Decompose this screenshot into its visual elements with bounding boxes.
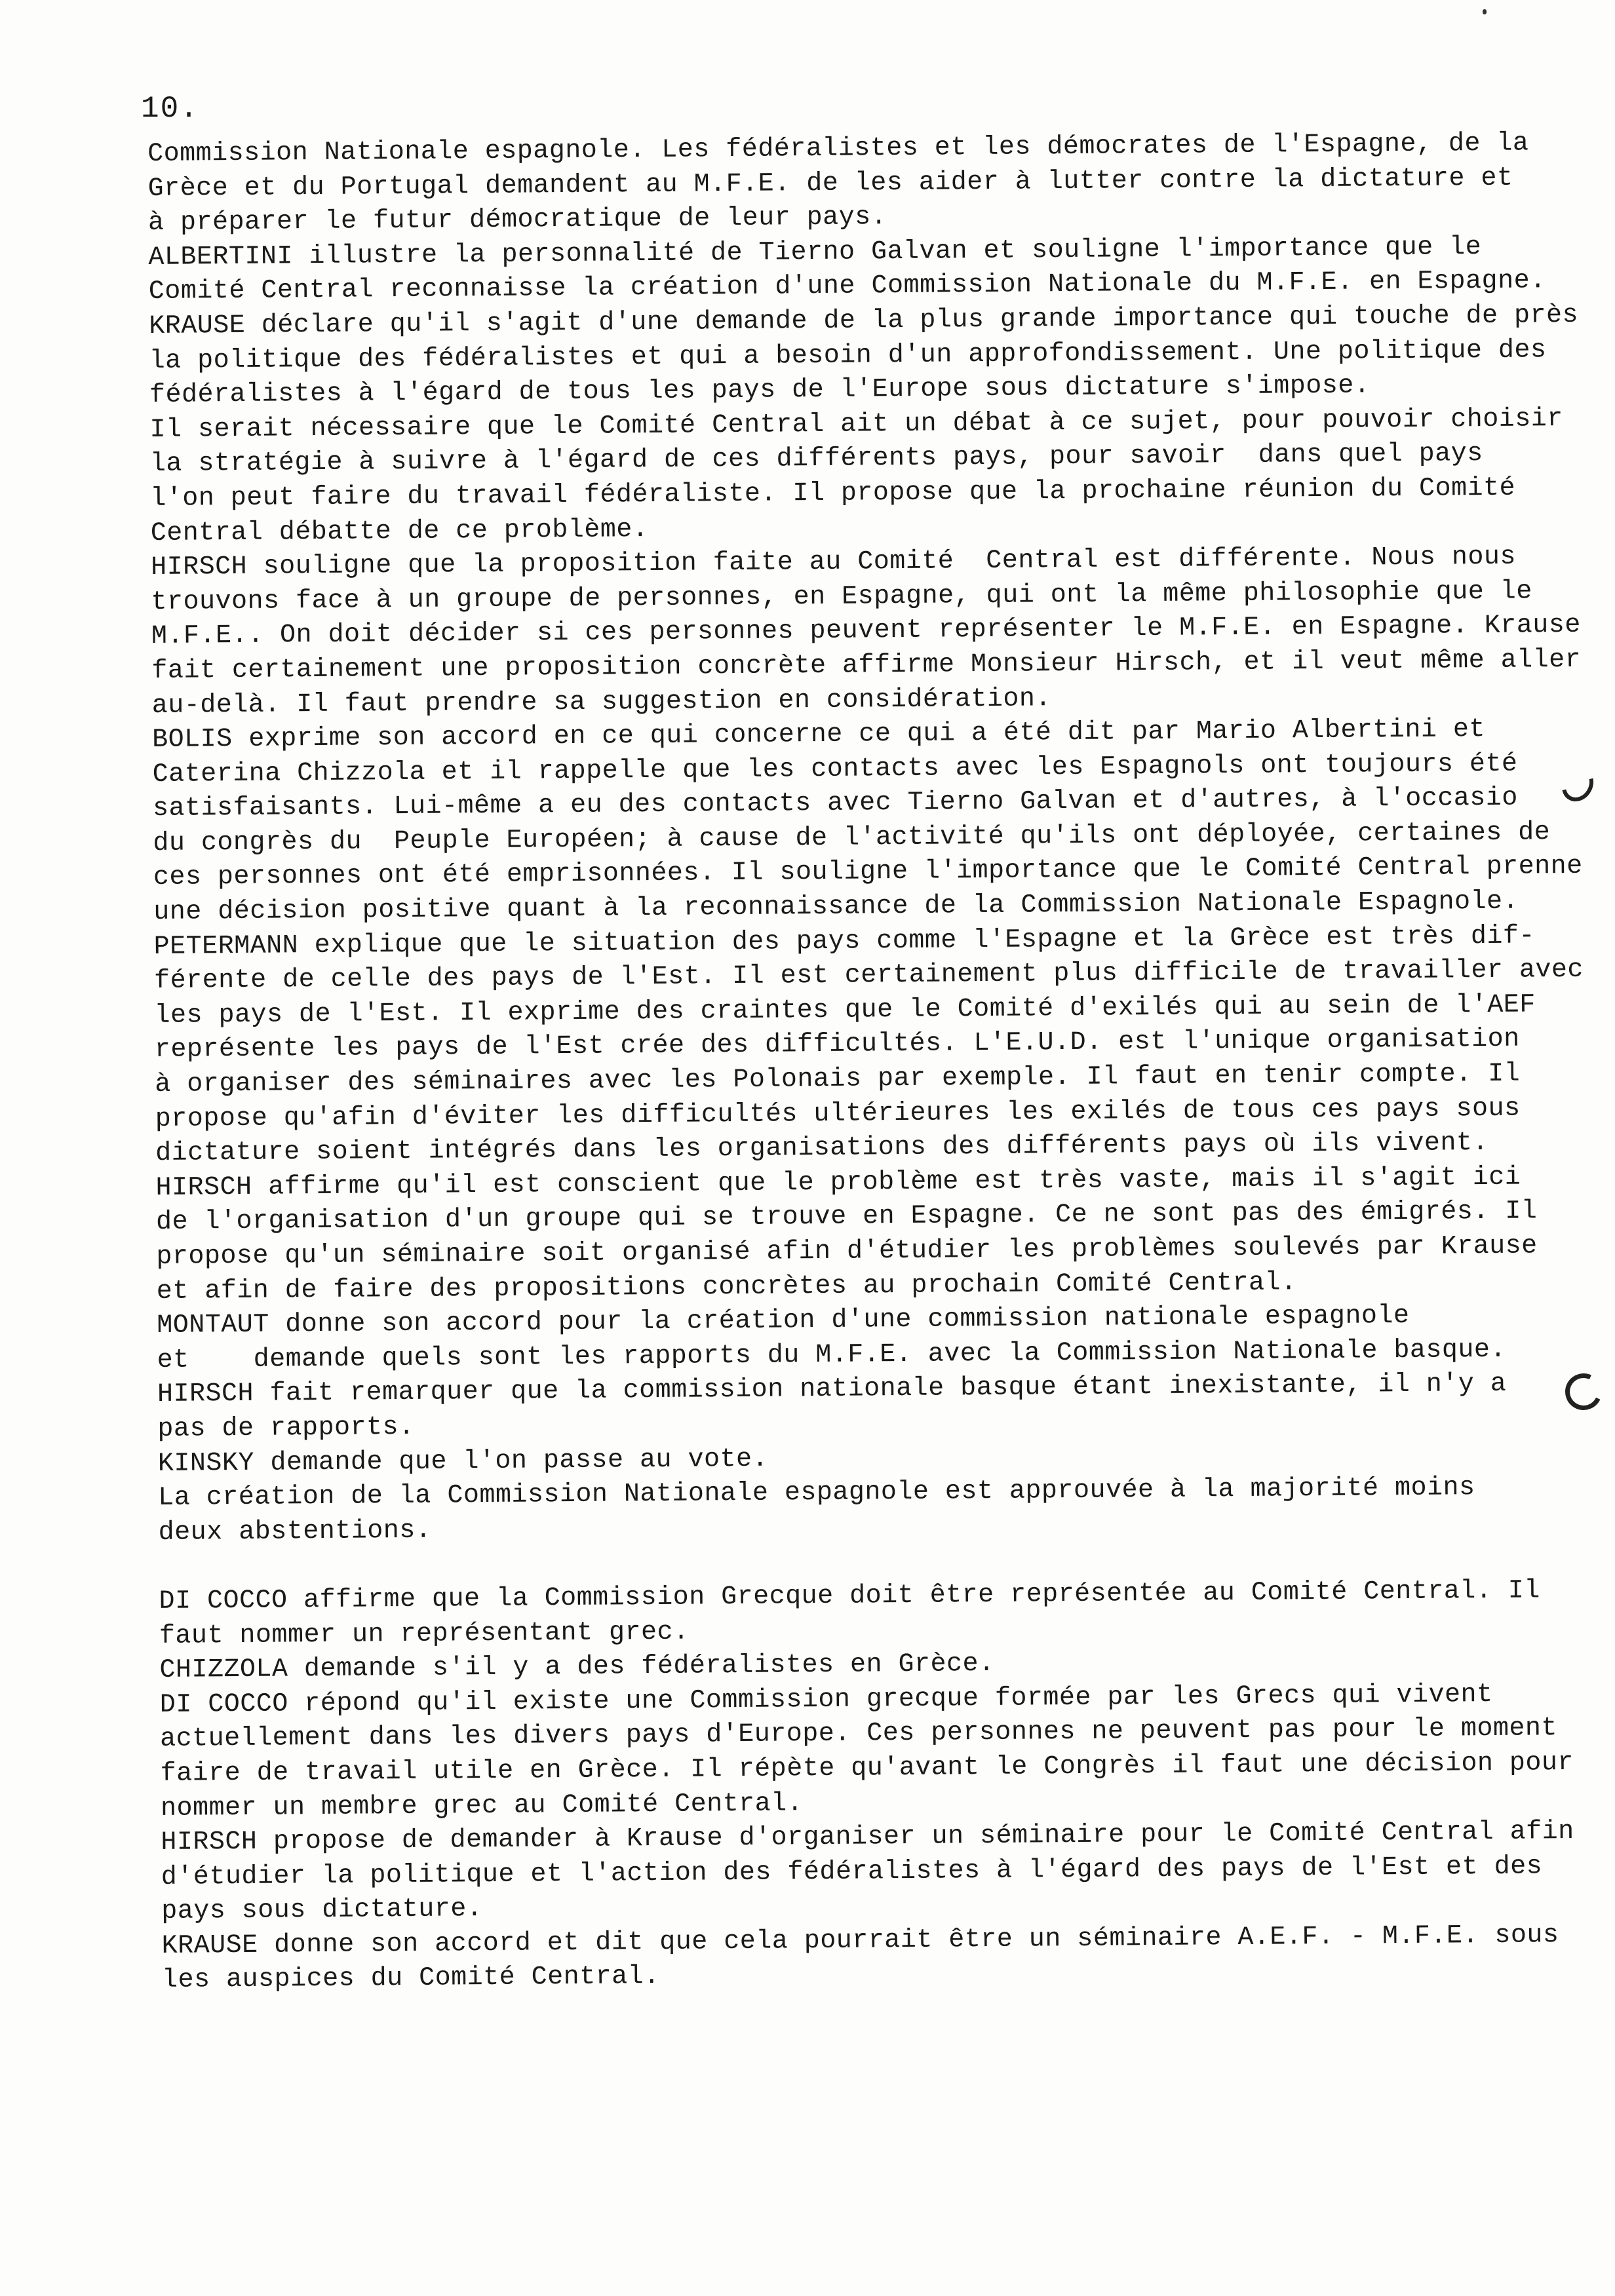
paragraph — [159, 1574, 1604, 1999]
text-line: la stratégie à suivre à l'égard de ces différents pays, pour savoir dans quel pays — [149, 439, 1483, 480]
text-line: Il serait nécessaire que le Comité Central ait un débat à ce sujet, pour pouvoir choisir — [149, 404, 1563, 445]
text-line: propose qu'un séminaire soit organisé afin d'étudier les problèmes soulevés par Krause — [156, 1231, 1538, 1272]
text-line: d'étudier la politique et l'action des fédéralistes à l'égard des pays de l'Est et des — [161, 1852, 1543, 1892]
text-line: HIRSCH affirme qu'il est conscient que le problème est très vaste, mais il s'agit ici — [155, 1162, 1521, 1203]
text-line: deux abstentions. — [158, 1516, 432, 1548]
document-body — [147, 126, 1604, 1999]
text-line: les pays de l'Est. Il exprime des craintes que le Comité d'exilés qui au sein de l'AEF — [154, 990, 1536, 1031]
text-line: KINSKY demande que l'on passe au vote. — [157, 1444, 769, 1479]
text-line: du congrès du Peuple Européen; à cause de l'activité qu'ils ont déployée, certaines de — [153, 818, 1551, 858]
text-line: Comité Central reconnaisse la création d'une Commission Nationale du M.F.E. en Espagne. — [148, 266, 1546, 307]
text-line: satisfaisants. Lui-même a eu des contacts avec Tierno Galvan et d'autres, à l'occasio — [152, 783, 1519, 824]
text-line: MONTAUT donne son accord pour la création d'une commission nationale espagnole — [157, 1301, 1410, 1341]
text-line: actuellement dans les divers pays d'Europe. Ces personnes ne peuvent pas pour le moment — [160, 1713, 1558, 1755]
text-line: l'on peut faire du travail fédéraliste. Il propose que la prochaine réunion du Comité — [150, 473, 1516, 514]
text-line: CHIZZOLA demande s'il y a des fédéralistes en Grèce. — [159, 1649, 995, 1686]
text-line: dictature soient intégrés dans les organisations des différents pays où ils vivent. — [155, 1128, 1489, 1169]
text-line: BOLIS exprime son accord en ce qui concerne ce qui a été dit par Mario Albertini et — [152, 715, 1486, 756]
text-line: PETERMANN explique que le situation des pays comme l'Espagne et la Grèce est très dif- — [153, 921, 1536, 962]
paragraph — [147, 126, 1601, 1551]
text-line: ces personnes ont été emprisonnées. Il souligne l'importance que le Comité Central prenne — [153, 852, 1583, 893]
text-line: représente les pays de l'Est crée des difficultés. L'E.U.D. est l'unique organisation — [154, 1025, 1520, 1065]
text-line: DI COCCO répond qu'il existe une Commission grecque formée par les Grecs qui vivent — [159, 1679, 1493, 1720]
text-line: pas de rapports. — [157, 1412, 415, 1444]
text-line: ALBERTINI illustre la personnalité de Tierno Galvan et souligne l'importance que le — [148, 232, 1482, 273]
text-line: nommer un membre grec au Comité Central. — [160, 1788, 804, 1824]
text-line: fait certainement une proposition concrète affirme Monsieur Hirsch, et il veut même aller — [151, 645, 1582, 686]
text-line: Caterina Chizzola et il rappelle que les contacts avec les Espagnols ont toujours été — [152, 749, 1518, 790]
text-line: HIRSCH propose de demander à Krause d'organiser un séminaire pour le Comité Central afin — [161, 1817, 1574, 1858]
text-line: de l'organisation d'un groupe qui se trouve en Espagne. Ce ne sont pas des émigrés. Il — [155, 1196, 1538, 1238]
text-line: la politique des fédéralistes et qui a besoin d'un approfondissement. Une politique des — [149, 335, 1547, 376]
text-line: fédéralistes à l'égard de tous les pays de l'Europe sous dictature s'impose. — [149, 371, 1371, 411]
text-line: pays sous dictature. — [161, 1894, 483, 1927]
text-line: HIRSCH fait remarquer que la commission nationale basque étant inexistante, il n'y a — [157, 1369, 1507, 1410]
text-line: DI COCCO affirme que la Commission Grecque doit être représentée au Comité Central. Il — [159, 1576, 1541, 1617]
text-line: propose qu'afin d'éviter les difficultés ultérieures les exilés de tous ces pays sous — [155, 1094, 1521, 1134]
text-line: KRAUSE donne son accord et dit que cela pourrait être un séminaire A.E.F. - M.F.E. sous — [161, 1921, 1559, 1961]
text-line: à préparer le futur démocratique de leur pays. — [147, 202, 887, 239]
text-line: trouvons face à un groupe de personnes, en Espagne, qui ont la même philosophie que le — [151, 577, 1533, 617]
text-line: Grèce et du Portugal demandent au M.F.E. de les aider à lutter contre la dictature et — [147, 163, 1513, 204]
text-line: faire de travail utile en Grèce. Il répète qu'avant le Congrès il faut une décision pour — [160, 1748, 1574, 1789]
text-line: une décision positive quant à la reconnaissance de la Commission Nationale Espagnole. — [153, 887, 1519, 928]
text-line: KRAUSE déclare qu'il s'agit d'une demande de la plus grande importance qui touche de près — [149, 300, 1579, 341]
text-line: férente de celle des pays de l'Est. Il est certainement plus difficile de travailler avec — [153, 955, 1584, 997]
text-line: Central débatte de ce problème. — [150, 514, 649, 548]
text-line: La création de la Commission Nationale espagnole est approuvée à la majorité moins — [158, 1473, 1475, 1514]
text-line: et demande quels sont les rapports du M.F.E. avec la Commission Nationale basque. — [157, 1335, 1507, 1375]
page-number: 10. — [141, 92, 199, 126]
text-line: et afin de faire des propositions concrètes au prochain Comité Central. — [156, 1267, 1297, 1307]
text-line: HIRSCH souligne que la proposition faite au Comité Central est différente. Nous nous — [150, 542, 1517, 583]
text-line: faut nommer un représentant grec. — [159, 1617, 690, 1651]
ink-speck — [1483, 9, 1487, 14]
text-line: les auspices du Comité Central. — [161, 1962, 660, 1996]
text-line: M.F.E.. On doit décider si ces personnes peuvent représenter le M.F.E. en Espagne. Krause — [151, 611, 1581, 652]
text-line: à organiser des séminaires avec les Polonais par exemple. Il faut en tenir compte. Il — [155, 1059, 1521, 1100]
text-line: Commission Nationale espagnole. Les fédéralistes et les démocrates de l'Espagne, de la — [147, 128, 1529, 169]
text-line: au-delà. Il faut prendre sa suggestion en considération. — [151, 683, 1052, 721]
